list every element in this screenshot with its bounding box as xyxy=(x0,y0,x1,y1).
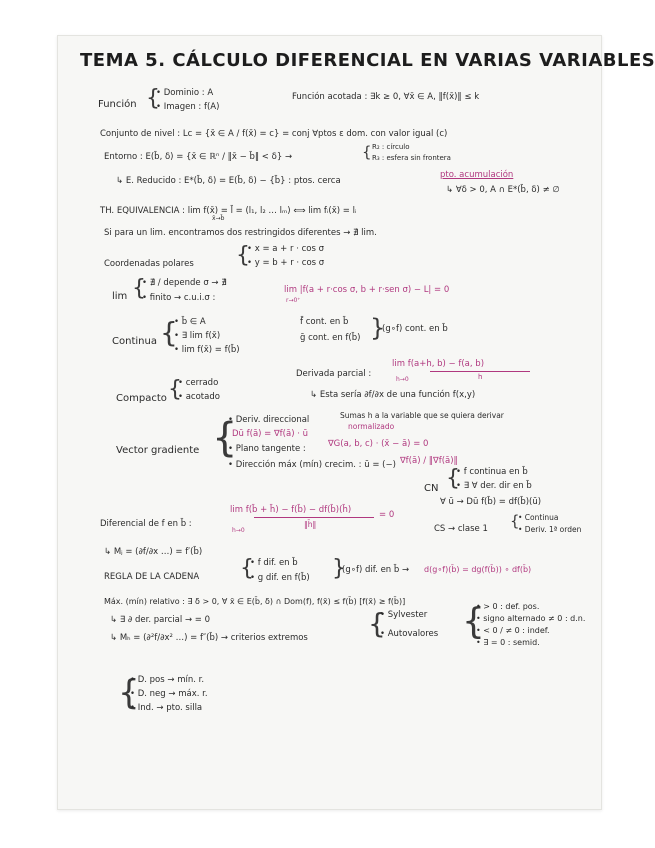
resumen-silla: • Ind. → pto. silla xyxy=(130,703,203,713)
parcial-label: Derivada parcial : xyxy=(296,369,372,379)
normalizado: normalizado xyxy=(348,422,395,431)
cn-b: • ∃ ∀ der. dir en b̄ xyxy=(456,481,532,491)
fraction-bar xyxy=(254,517,374,518)
semidef: • ∃ = 0 : semid. xyxy=(476,638,540,647)
polares-label: Coordenadas polares xyxy=(104,259,194,269)
th-equivalencia: TH. EQUIVALENCIA : lim f(x̄) = l̄ = (l₁, l₂ … lₘ) ⟺ lim fᵢ(x̄) = lᵢ xyxy=(100,206,357,216)
entorno-reducido: ↳ E. Reducido : E*(b̄, δ) = E(b̄, δ) − {b̄} : ptos. cerca xyxy=(116,176,341,186)
lim-polar-sub: r→0⁺ xyxy=(286,297,301,304)
direccion-frac: ∇f(ā) / ‖∇f(ā)‖ xyxy=(400,456,458,466)
plano-tangente: • Plano tangente : xyxy=(228,444,306,454)
cadena-res1: (g∘f) dif. en b̄ → xyxy=(342,565,410,575)
brace: { xyxy=(236,243,250,268)
brace: { xyxy=(446,466,460,491)
diferencial-tail: = 0 xyxy=(379,510,395,520)
lim-finito: • finito → c.u.i.σ : xyxy=(142,293,216,303)
polar-x: • x = a + r · cos σ xyxy=(247,244,324,254)
acotado: • acotado xyxy=(178,392,220,402)
conjunto-nivel: Conjunto de nivel : Lc = {x̄ ∈ A / f(x̄) = c} = conj ∀ptos ε dom. con valor igual (c) xyxy=(100,129,448,139)
matriz-jacobiana: ↳ Mⱼ = (∂f/∂x …) = f′(b̄) xyxy=(104,547,203,557)
gradiente-label: Vector gradiente xyxy=(116,445,200,456)
indef: • < 0 / ≠ 0 : indef. xyxy=(476,626,550,635)
cadena-b: • g dif. en f(b̄) xyxy=(250,573,310,583)
brace: { xyxy=(132,276,146,301)
cn-a: • f continua en b̄ xyxy=(456,467,528,477)
criterio-primer-orden: ↳ ∃ ∂ der. parcial → = 0 xyxy=(110,615,211,625)
direccion-max: • Dirección máx (mín) crecim. : ū = (−) xyxy=(228,460,396,470)
diferencial-formula: lim f(b̄ + h̄) − f(b̄) − df(b̄)(h̄) xyxy=(230,505,352,515)
cerrado: • cerrado xyxy=(178,378,219,388)
resumen-max: • D. neg → máx. r. xyxy=(130,689,208,699)
autovalores: • Autovalores xyxy=(380,629,439,639)
brace: { xyxy=(362,143,372,161)
brace: { xyxy=(510,512,520,530)
def-pos: • > 0 : def. pos. xyxy=(476,602,540,611)
plano-formula: ∇G(a, b, c) · (x̄ − ā) = 0 xyxy=(328,439,429,449)
brace: { xyxy=(160,316,178,349)
f-cont: f̄ cont. en b̄ xyxy=(300,317,349,327)
brace: { xyxy=(212,415,238,461)
entorno-r3: R₃ : esfera sin frontera xyxy=(372,154,451,162)
parcial-nota: ↳ Esta sería ∂f/∂x de una función f(x,y) xyxy=(310,390,476,400)
maxmin-relativo: Máx. (mín) relativo : ∃ δ > 0, ∀ x̄ ∈ E(b̄, δ) ∩ Dom(f), f(x̄) ≤ f(b̄) [f(x̄) ≥ f(b̄)] xyxy=(104,597,406,606)
acotada: Función acotada : ∃k ≥ 0, ∀x̄ ∈ A, ‖f(x̄)‖ ≤ k xyxy=(292,92,480,102)
brace: } xyxy=(370,314,386,342)
resumen-min: • D. pos → mín. r. xyxy=(130,675,205,685)
fraction-bar xyxy=(430,371,530,372)
cs-label: CS → clase 1 xyxy=(434,524,488,534)
cadena-a: • f dif. en b̄ xyxy=(250,558,298,568)
funcion-label: Función xyxy=(98,99,137,110)
continua-c: • lim f(x̄) = f(b̄) xyxy=(174,345,240,355)
brace: { xyxy=(146,86,160,111)
lim-label: lim xyxy=(112,291,128,302)
brace: { xyxy=(368,607,386,640)
brace: } xyxy=(332,556,346,581)
diferencial-den: ‖h̄‖ xyxy=(304,520,317,529)
deriv-direccional: • Deriv. direccional xyxy=(228,415,310,425)
criterio-hessiana: ↳ Mₕ = (∂²f/∂x² …) = f″(b̄) → criterios extremos xyxy=(110,633,308,643)
equiv-sub: x̄→b̄ xyxy=(212,215,225,222)
parcial-formula: lim f(a+h, b) − f(a, b) xyxy=(392,359,485,369)
brace: { xyxy=(462,601,485,642)
brace: { xyxy=(240,556,254,581)
g-cont: ḡ cont. en f(b̄) xyxy=(300,333,361,343)
deriv-nota: Sumas h a la variable que se quiera derivar xyxy=(340,411,504,420)
parcial-den: h xyxy=(478,373,483,381)
def-neg: • signo alternado ≠ 0 : d.n. xyxy=(476,614,586,623)
diferencial-label: Diferencial de f en b̄ : xyxy=(100,519,192,529)
continua-a: • b̄ ∈ A xyxy=(174,317,206,327)
deriv-dir-formula: Dū f(ā) = ∇f(ā) · ū xyxy=(232,429,309,439)
cn-c: ∀ ū → Dū f(b̄) = df(b̄)(ū) xyxy=(440,497,542,507)
entorno: Entorno : E(b̄, δ) = {x̄ ∈ ℝⁿ / ‖x̄ − b̄‖ < δ} → xyxy=(104,152,293,162)
diferencial-sub: h→0 xyxy=(232,527,245,534)
continua-b: • ∃ lim f(x̄) xyxy=(174,331,221,341)
brace: { xyxy=(168,377,182,402)
entorno-r2: R₂ : círculo xyxy=(372,143,410,151)
lim-no-existe: • ∄ / depende σ → ∄ xyxy=(142,278,227,288)
polar-y: • y = b + r · cos σ xyxy=(247,258,325,268)
parcial-sub: h→0 xyxy=(396,376,409,383)
continua-label: Continua xyxy=(112,336,157,347)
limites-restringidos: Si para un lim. encontramos dos restringidos diferentes → ∄ lim. xyxy=(104,228,377,238)
imagen: • Imagen : f(A) xyxy=(156,102,220,112)
acumulacion-def: ↳ ∀δ > 0, A ∩ E*(b̄, δ) ≠ ∅ xyxy=(446,185,560,195)
cadena-res2: d(g∘f)(b̄) = dg(f(b̄)) ∘ df(b̄) xyxy=(424,565,532,574)
page-title: TEMA 5. CÁLCULO DIFERENCIAL EN VARIAS VARIABLES xyxy=(80,50,655,71)
cs-deriv: • Deriv. 1ª orden xyxy=(518,525,582,534)
compacto-label: Compacto xyxy=(116,393,167,404)
pto-acumulacion: pto. acumulación xyxy=(440,170,514,180)
cs-continua: • Continua xyxy=(518,513,559,522)
cadena-label: REGLA DE LA CADENA xyxy=(104,572,200,582)
brace: { xyxy=(118,673,140,713)
sylvester: • Sylvester xyxy=(380,610,428,620)
comp-cont: (g∘f) cont. en b̄ xyxy=(382,324,448,334)
lim-polar-formula: lim |f(a + r·cos σ, b + r·sen σ) − L| = 0 xyxy=(284,285,450,295)
dominio: • Dominio : A xyxy=(156,88,214,98)
cn-label: CN xyxy=(424,483,439,494)
